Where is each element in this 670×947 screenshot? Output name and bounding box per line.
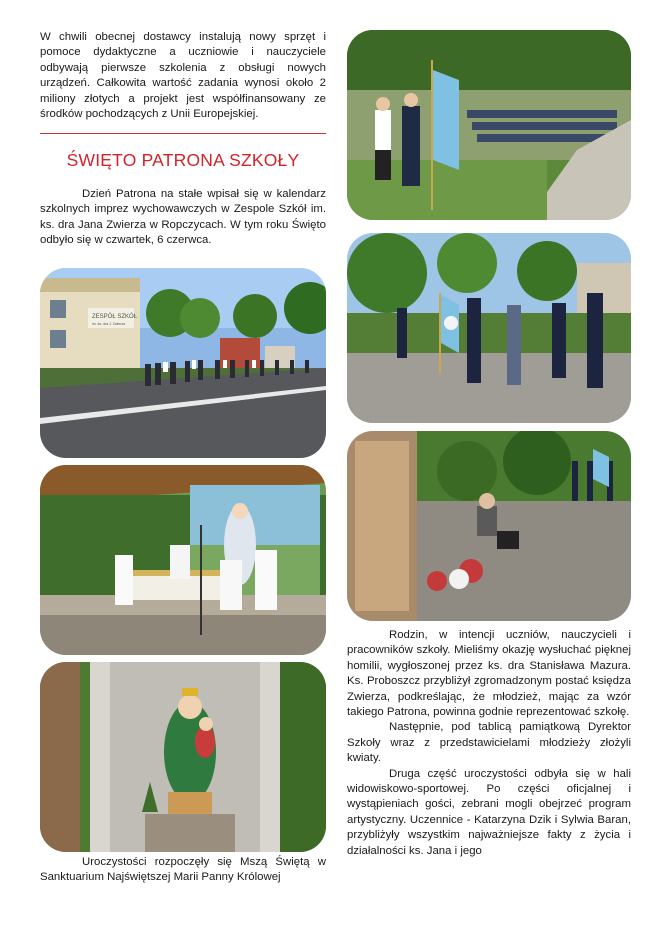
photo-delegation-walking bbox=[347, 233, 631, 423]
section-divider bbox=[40, 133, 326, 134]
photo-sign-subtext: im. ks. dra J. Zwierza bbox=[92, 322, 126, 326]
photo-procession-street bbox=[40, 268, 326, 458]
photo-flag-bearers bbox=[347, 30, 631, 220]
section-paragraph-2: Uroczystości rozpoczęły się Mszą Świętą w Sanktuarium Najświętszej Marii Panny Królowej bbox=[40, 856, 326, 884]
section-paragraph-1: Dzień Patrona na stałe wpisał się w kalendarz szkolnych imprez wychowawczych w Zespole Szkół im. ks. dra Jana Zwierza w Ropczycach. W tym roku Święto odbyło się w czwartek, 6 czerwca. bbox=[40, 188, 326, 247]
photo-madonna-statue bbox=[40, 662, 326, 852]
right-column-text: Rodzin, w intencji uczniów, nauczycieli i pracowników szkoły. Mieliśmy okazję wysłuchać pięknej homilii, wygłoszonej przez ks. dra Stanisława Mazura. Ks. Proboszcz przybliżył zgromadzonym postać księdza Zwierza, podkreślając, że młodzież, mając za wzór takiego Patrona, powinna godnie reprezentować szkołę. Następnie, pod tablicą pamiątkową Dyrektor Szkoły wraz z przedstawicielami młodzieży złożyli kwiaty. Druga część uroczystości odbyła się w hali widowiskowo-sportowej. Po części oficjalnej i wystąpieniach gości, zebrani mogli obejrzeć program artystyczny. Uczennice - Katarzyna Dzik i Sylwia Baran, przybliżyły wszystkim najważniejsze fakty z życia i działalności ks. Jana i jego bbox=[347, 629, 631, 857]
intro-paragraph: W chwili obecnej dostawcy instalują nowy sprzęt i pomoce dydaktyczne a uczniowie i nauczyciele odbywają pierwsze szkolenia z obsługi nowych urządzeń. Całkowita wartość zadania wynosi około 2 miliony złotych a projekt jest współfinansowany ze środków pochodzących z Unii Europejskiej. bbox=[40, 31, 326, 121]
photo-sign-text: ZESPÓŁ SZKÓŁ bbox=[92, 314, 138, 320]
photo-laying-flowers bbox=[347, 431, 631, 621]
section-heading: ŚWIĘTO PATRONA SZKOŁY bbox=[66, 150, 300, 170]
photo-outdoor-altar bbox=[40, 465, 326, 655]
